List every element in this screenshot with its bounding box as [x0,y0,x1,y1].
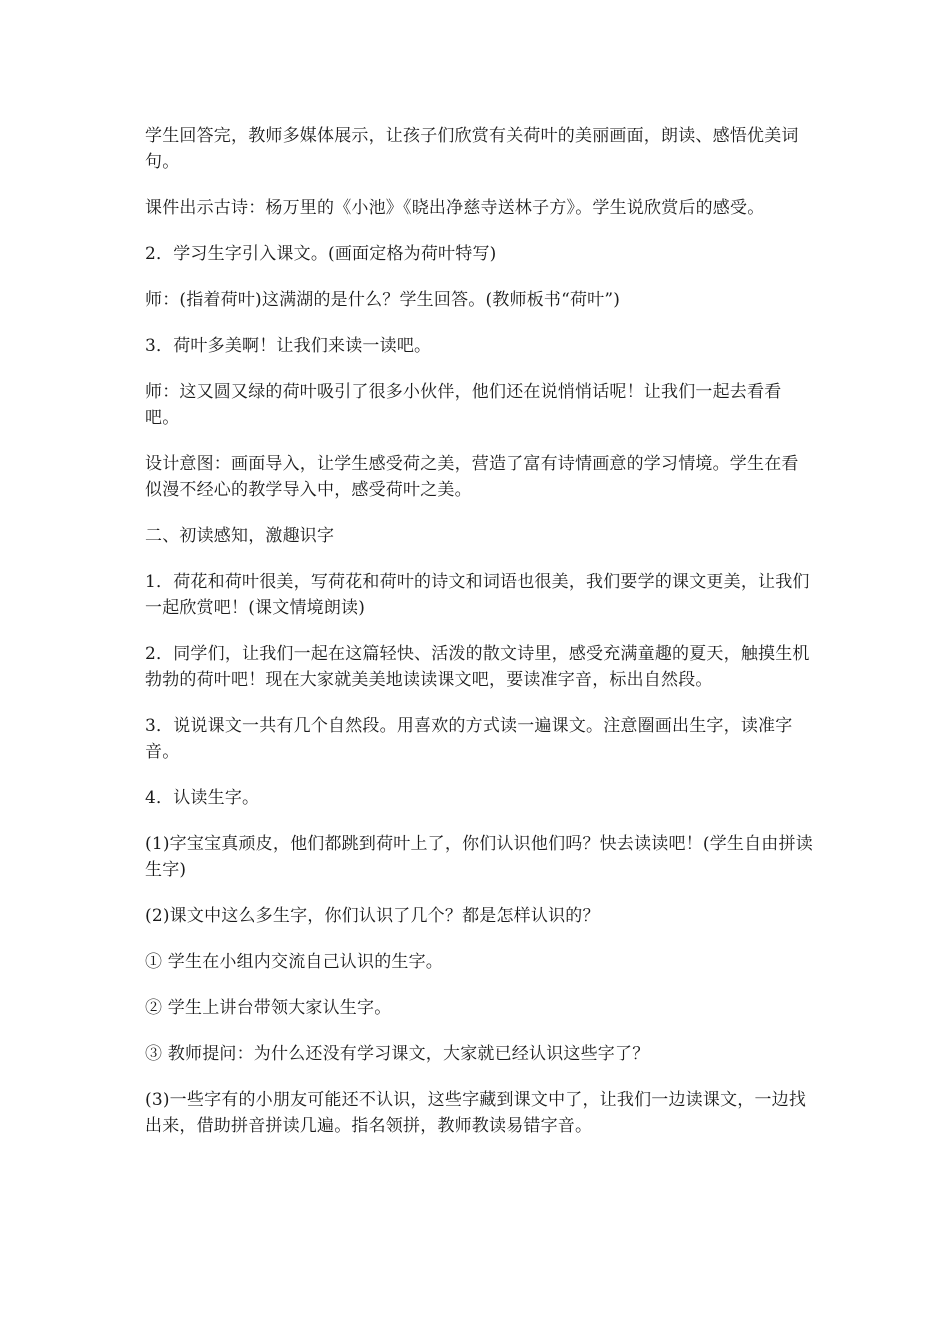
paragraph-design-intent: 设计意图：画面导入，让学生感受荷之美，营造了富有诗情画意的学习情境。学生在看似漫不经心的教学导入中，感受荷叶之美。 [145,454,799,500]
paragraph-teacher-question: 师：(指着荷叶)这满湖的是什么？学生回答。(教师板书“荷叶”) [145,290,621,310]
paragraph-item-4-recognize-words: 4．认读生字。 [145,788,260,808]
list-item-circled-1: ① 学生在小组内交流自己认识的生字。 [145,952,444,972]
paragraph-step-2-new-words: 2．学习生字引入课文。(画面定格为荷叶特写) [145,244,497,264]
paragraph-step-3-read: 3．荷叶多美啊！让我们来读一读吧。 [145,336,432,356]
paragraph-item-1-appreciate: 1．荷花和荷叶很美，写荷花和荷叶的诗文和词语也很美，我们要学的课文更美，让我们一起欣赏吧！(课文情境朗读) [145,572,810,618]
section-heading-initial-reading: 二、初读感知，激趣识字 [145,526,335,546]
paragraph-sub-1-naughty-words: (1)字宝宝真顽皮，他们都跳到荷叶上了，你们认识他们吗？快去读读吧！(学生自由拼读生字) [145,834,813,880]
paragraph-sub-3-hidden-words: (3)一些字有的小朋友可能还不认识，这些字藏到课文中了，让我们一边读课文，一边找出来，借助拼音拼读几遍。指名领拼，教师教读易错字音。 [145,1090,807,1136]
paragraph-sub-2-how-many: (2)课文中这么多生字，你们认识了几个？都是怎样认识的？ [145,906,600,926]
paragraph-ancient-poems: 课件出示古诗：杨万里的《小池》《晓出净慈寺送林子方》。学生说欣赏后的感受。 [145,198,765,218]
paragraph-item-3-paragraph-count: 3．说说课文一共有几个自然段。用喜欢的方式读一遍课文。注意圈画出生字，读准字音。 [145,716,793,762]
list-item-circled-2: ② 学生上讲台带领大家认生字。 [145,998,392,1018]
paragraph-intro-answer: 学生回答完，教师多媒体展示，让孩子们欣赏有关荷叶的美丽画面，朗读、感悟优美词句。 [145,126,799,172]
paragraph-item-2-prose-poem: 2．同学们，让我们一起在这篇轻快、活泼的散文诗里，感受充满童趣的夏天，触摸生机勃勃的荷叶吧！现在大家就美美地读读课文吧，要读准字音，标出自然段。 [145,644,810,690]
document-body [145,123,813,1159]
list-item-circled-3: ③ 教师提问：为什么还没有学习课文，大家就已经认识这些字了？ [145,1044,650,1064]
paragraph-teacher-lotus-friends: 师：这又圆又绿的荷叶吸引了很多小伙伴，他们还在说悄悄话呢！让我们一起去看看吧。 [145,382,782,428]
